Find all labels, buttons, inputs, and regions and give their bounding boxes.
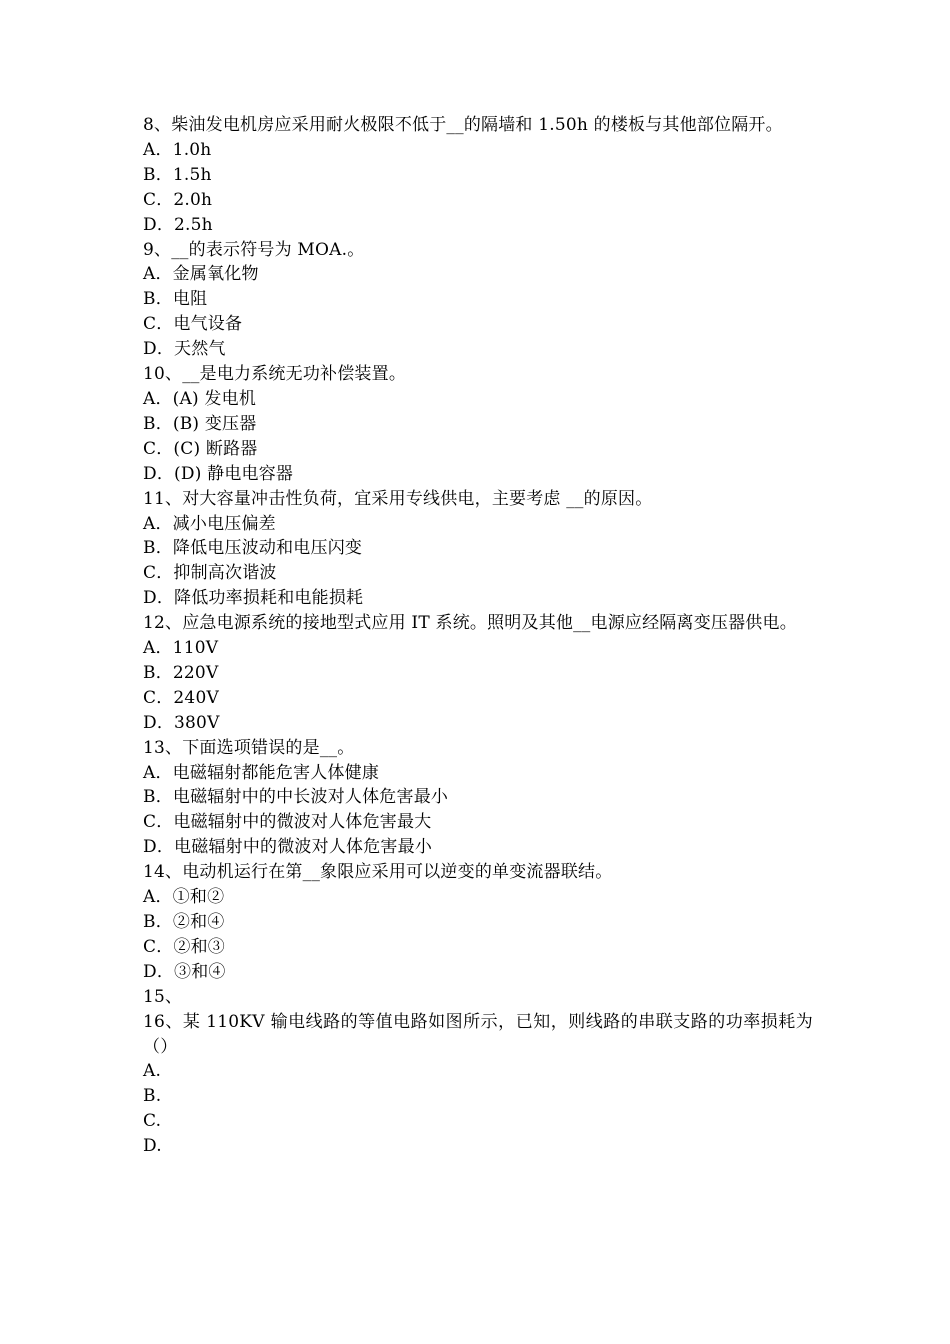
question-stem: 10、__是电力系统无功补偿装置。 bbox=[143, 364, 407, 385]
option-b: B．1.5h bbox=[143, 164, 212, 185]
question-stem: 12、应急电源系统的接地型式应用 IT 系统。照明及其他__电源应经隔离变压器供电。 bbox=[143, 613, 797, 634]
option-d: D．电磁辐射中的微波对人体危害最小 bbox=[143, 837, 433, 858]
option-a: A．110V bbox=[143, 638, 219, 659]
option-c: C．(C) 断路器 bbox=[143, 438, 258, 459]
question-9 bbox=[143, 238, 813, 363]
question-stem: 8、柴油发电机房应采用耐火极限不低于__的隔墙和 1.50h 的楼板与其他部位隔开。 bbox=[143, 115, 783, 135]
question-stem: 13、下面选项错误的是__。 bbox=[143, 737, 355, 758]
question-14 bbox=[143, 860, 813, 985]
question-8 bbox=[143, 113, 813, 238]
option-c: C．②和③ bbox=[143, 936, 226, 957]
option-a: A. bbox=[143, 1061, 162, 1082]
document-page bbox=[143, 113, 813, 1159]
question-stem: 15、 bbox=[143, 986, 183, 1007]
option-d: D．③和④ bbox=[143, 961, 226, 982]
option-c: C．电磁辐射中的微波对人体危害最大 bbox=[143, 812, 432, 833]
question-stem: 9、__的表示符号为 MOA.。 bbox=[143, 239, 365, 260]
option-d: D．天然气 bbox=[143, 339, 226, 360]
option-a: A．金属氧化物 bbox=[143, 264, 259, 285]
option-d: D．(D) 静电电容器 bbox=[143, 463, 294, 484]
question-16 bbox=[143, 1010, 813, 1159]
question-15 bbox=[143, 985, 813, 1010]
option-c: C．抑制高次谐波 bbox=[143, 563, 277, 584]
option-d: D. bbox=[143, 1136, 162, 1157]
option-c: C．电气设备 bbox=[143, 314, 243, 335]
option-a: A．电磁辐射都能危害人体健康 bbox=[143, 762, 380, 783]
question-stem: 16、某 110KV 输电线路的等值电路如图所示，已知，则线路的串联支路的功率损耗为（） bbox=[143, 1011, 813, 1057]
option-a: A．1.0h bbox=[143, 139, 212, 160]
question-stem: 14、电动机运行在第__象限应采用可以逆变的单变流器联结。 bbox=[143, 862, 613, 883]
option-c: C. bbox=[143, 1111, 162, 1132]
option-b: B．电阻 bbox=[143, 289, 208, 310]
question-stem: 11、对大容量冲击性负荷，宜采用专线供电，主要考虑 __的原因。 bbox=[143, 488, 653, 509]
option-c: C．2.0h bbox=[143, 189, 213, 210]
option-b: B．电磁辐射中的中长波对人体危害最小 bbox=[143, 787, 449, 808]
question-10 bbox=[143, 362, 813, 487]
question-11 bbox=[143, 487, 813, 612]
question-12 bbox=[143, 611, 813, 736]
question-13 bbox=[143, 736, 813, 861]
option-a: A．①和② bbox=[143, 887, 225, 908]
option-b: B．(B) 变压器 bbox=[143, 413, 257, 434]
option-d: D．2.5h bbox=[143, 214, 213, 235]
option-c: C．240V bbox=[143, 687, 219, 708]
option-b: B. bbox=[143, 1086, 162, 1107]
option-b: B．②和④ bbox=[143, 912, 225, 932]
option-b: B．降低电压波动和电压闪变 bbox=[143, 538, 363, 559]
option-d: D．380V bbox=[143, 712, 220, 733]
option-a: A．减小电压偏差 bbox=[143, 513, 276, 534]
option-d: D．降低功率损耗和电能损耗 bbox=[143, 588, 364, 609]
option-b: B．220V bbox=[143, 662, 219, 683]
option-a: A．(A) 发电机 bbox=[143, 388, 257, 409]
